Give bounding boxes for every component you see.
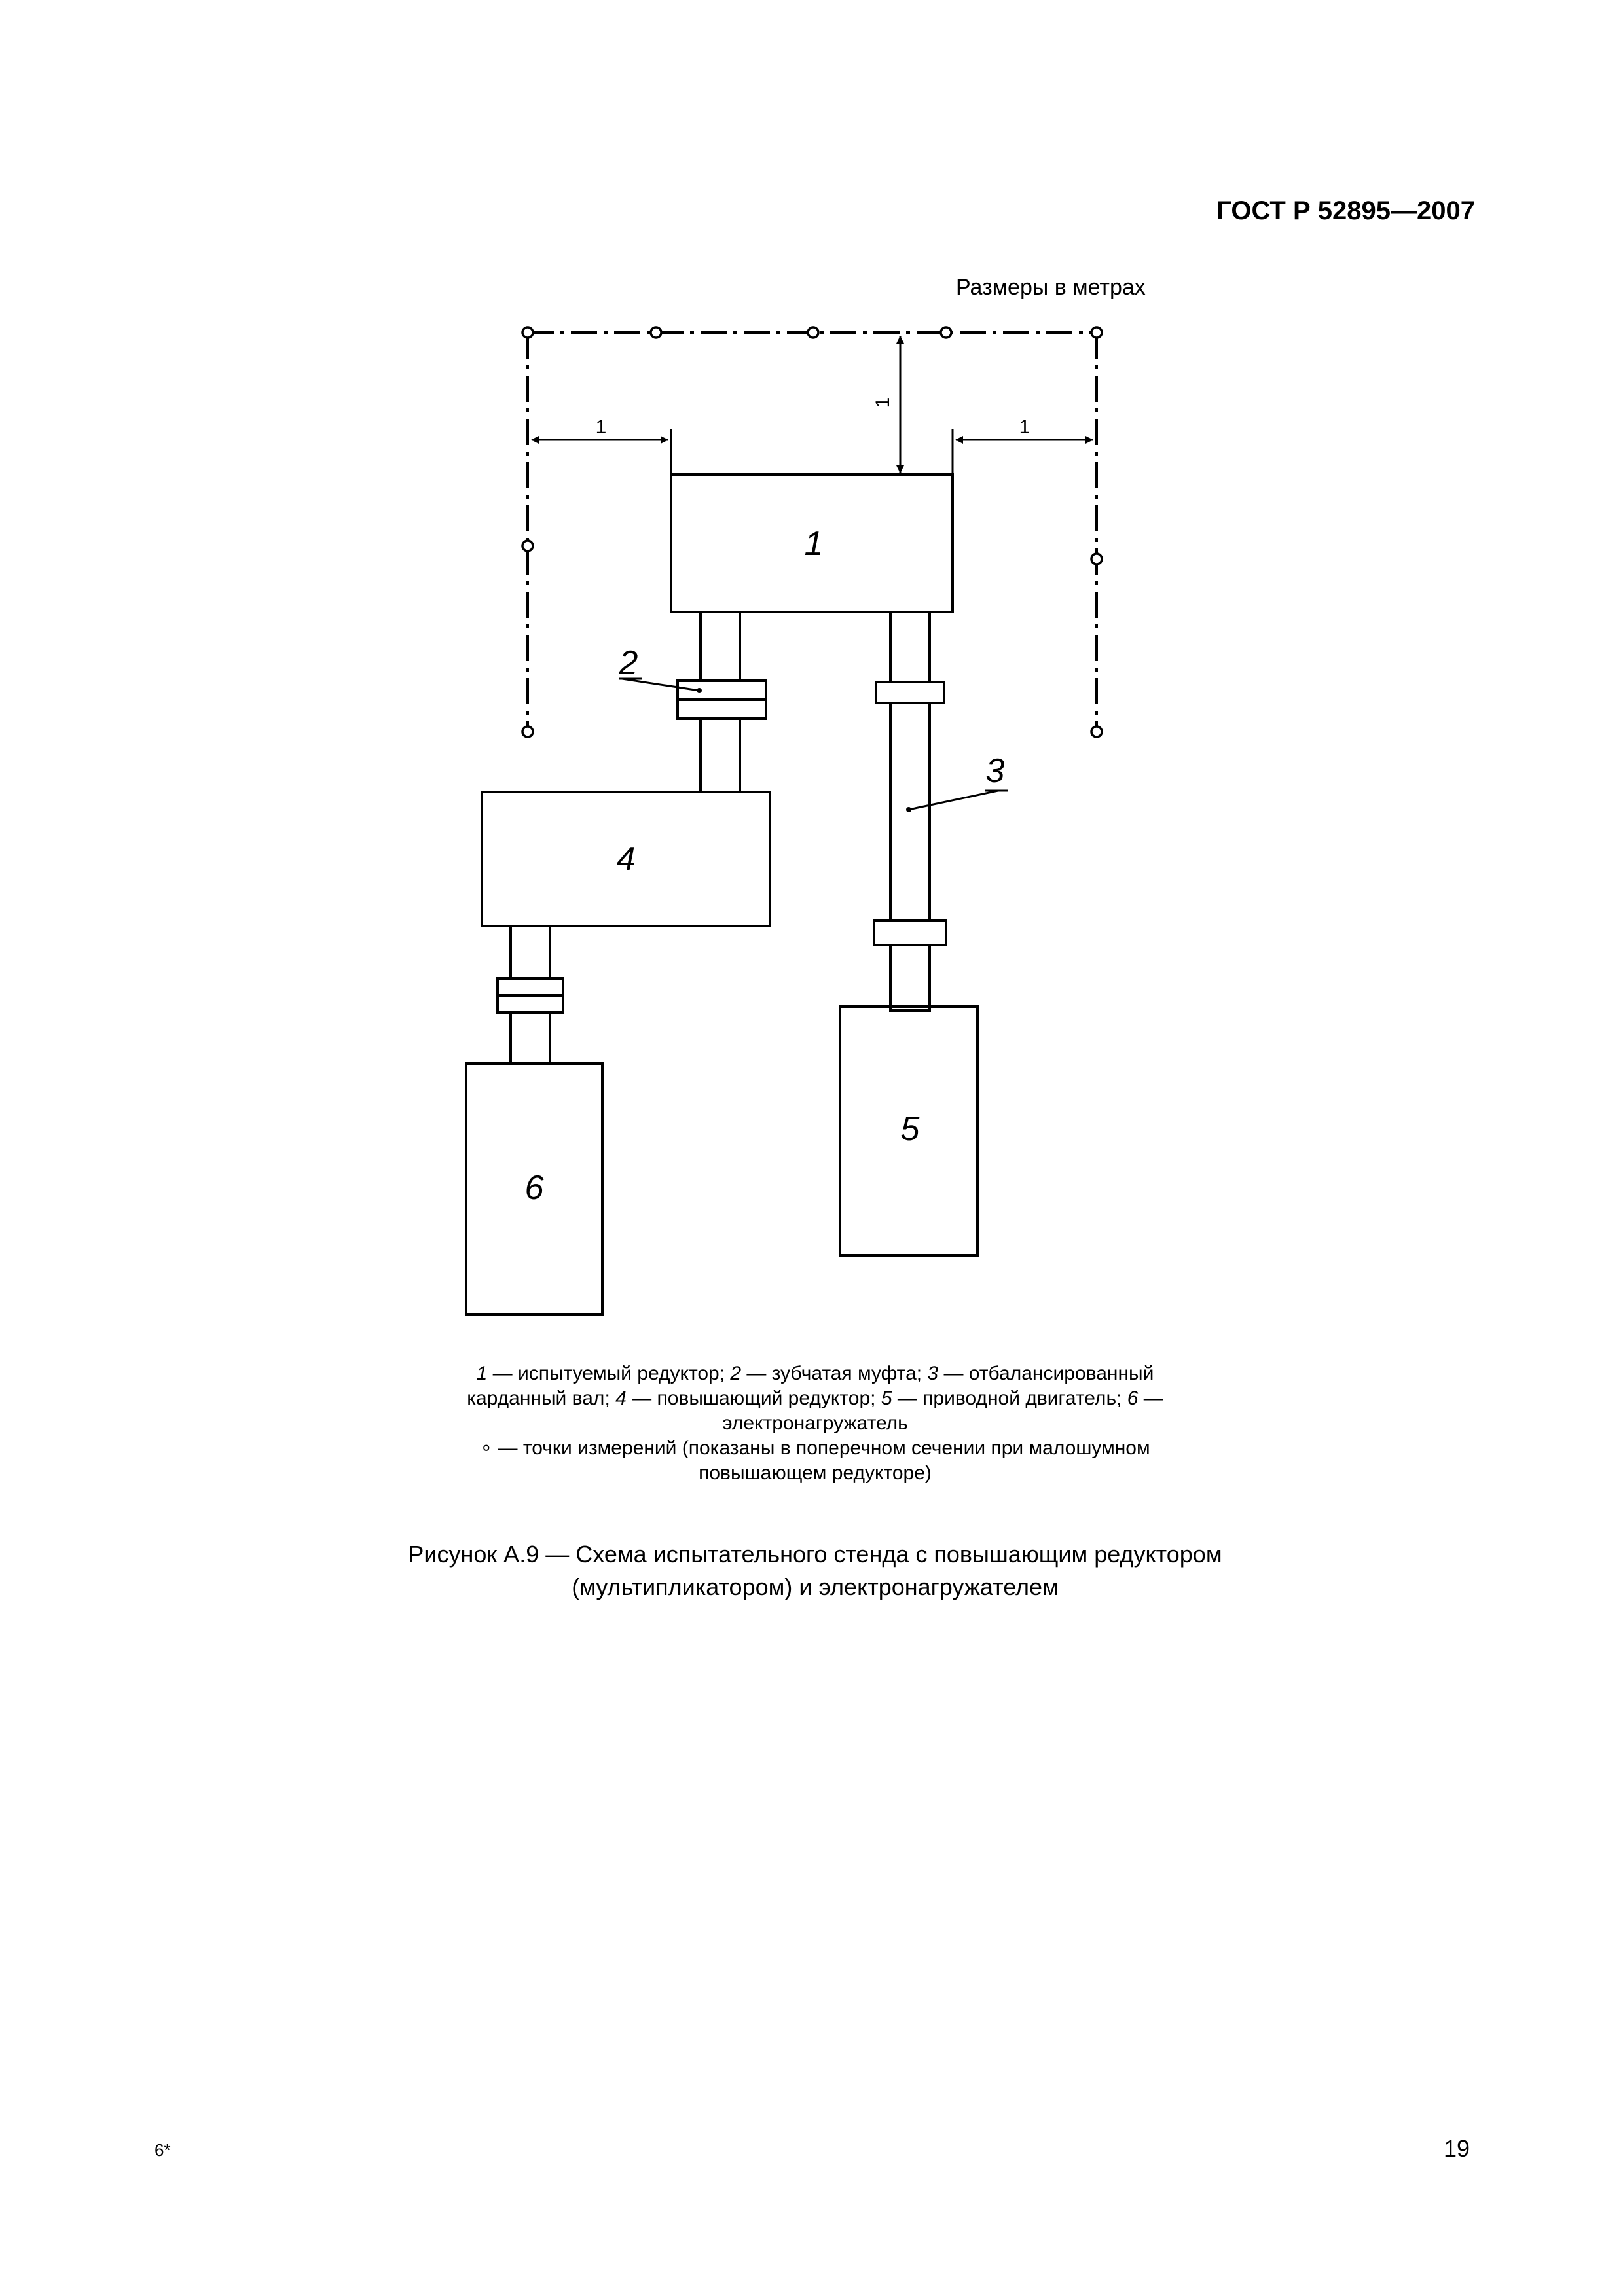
legend-item: 5 — приводной двигатель; [881,1388,1127,1409]
label-drive-motor: 5 [900,1110,920,1148]
measurement-points-note: ∘ — точки измерений (показаны в поперечном сечении при малошумном повышающем редукторе) [480,1437,1150,1484]
legend-item: 4 — повышающий редуктор; [615,1388,881,1409]
label-gear-coupling: 2 [619,644,638,682]
label-electric-loader: 6 [524,1169,544,1207]
legend-item: 1 — испытуемый редуктор; [476,1363,731,1384]
dimension-right-label: 1 [1019,416,1030,438]
label-tested-reducer: 1 [804,525,824,563]
legend-item: 6 — электронагружатель [722,1388,1163,1434]
sheet-mark: 6* [155,2140,171,2160]
standard-designation: ГОСТ Р 52895—2007 [1216,196,1475,225]
dimension-left-label: 1 [595,416,607,438]
caption-line-1: Рисунок А.9 — Схема испытательного стенда с повышающим редуктором [408,1541,1222,1568]
cardan-joint-top [876,682,944,703]
legend-item: 2 — зубчатая муфта; [730,1363,928,1384]
cardan-joint-bottom [874,920,946,945]
legend-item: 3 — отбалансированный карданный вал; [467,1363,1154,1409]
motor-shaft [890,945,930,1011]
label-cardan-shaft: 3 [985,752,1005,790]
page-number: 19 [1444,2135,1470,2162]
caption-line-2: (мультипликатором) и электронагружателем [572,1573,1059,1600]
figure-legend [458,1361,1172,1486]
shaft-to-cardan [890,612,930,684]
dimension-vertical-label: 1 [872,397,894,408]
figure-caption [367,1538,1264,1604]
units-note: Размеры в метрах [956,275,1146,300]
label-step-up-reducer: 4 [616,840,636,878]
